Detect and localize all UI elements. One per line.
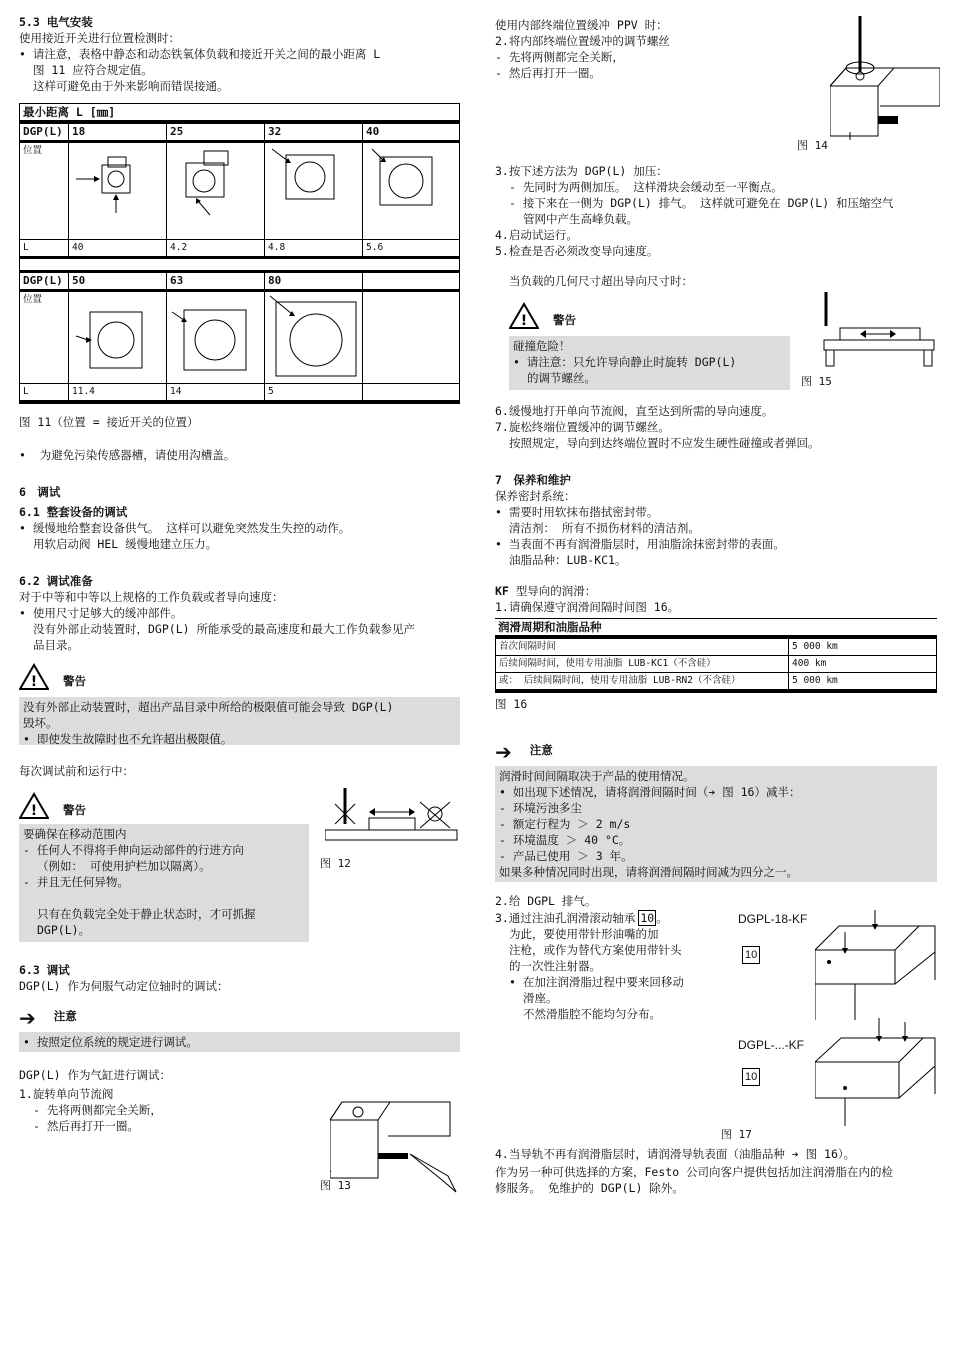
warning-1: ! 警告 没有外部止动装置时，超出产品目录中所给的极限值可能会导致 DGP(L) 毁坏。 • 即使发生故障时也不允许超出极限值。 <box>19 657 460 745</box>
profile-40-icon <box>366 143 446 233</box>
ppv-text: 使用内部终端位置缓冲 PPV 时： 2.将内部终端位置缓冲的调节螺丝 - 先将两侧都完全关断， - 然后再打开一圈。 <box>495 18 670 80</box>
svg-text:!: ! <box>30 674 38 690</box>
fig17-label-kf: DGPL-...-KF <box>738 1038 805 1052</box>
before-text: 每次调试前和运行中： <box>19 764 134 778</box>
speed-steps: 6.缓慢地打开单向节流阀，直至达到所需的导向速度。 7.旋松终端位置缓冲的调节螺丝。 按照规定，导向到达终端位置时不应发生硬性碰撞或者弹回。 <box>495 404 820 450</box>
geometry-text: 当负载的几何尺寸超出导向尺寸时： <box>509 274 693 288</box>
fig17-label-18: DGPL-18-KF <box>738 912 808 926</box>
fig15-caption: 图 15 <box>801 375 832 388</box>
fig17-caption: 图 17 <box>721 1128 752 1141</box>
min-distance-table <box>19 103 460 404</box>
fig17-guide-18-illustration <box>815 910 940 1020</box>
section-6-1-title: 6.1 整套设备的调试 <box>19 505 128 519</box>
section-6-3-title: 6.3 调试 <box>19 963 70 977</box>
fig12-caption: 图 12 <box>320 857 351 870</box>
fig15-collision-illustration <box>820 292 938 372</box>
section-6-1-body: • 缓慢地给整套设备供气。 这样可以避免突然发生失控的动作。 用软启动阀 HEL 缓慢地建立压力。 <box>19 521 351 551</box>
fig17-num-1: 10 <box>742 946 760 964</box>
step1-list: 1.旋转单向节流阀 - 先将两侧都完全关断， - 然后再打开一圈。 <box>19 1087 162 1133</box>
note-2: ➔ 注意 润滑时间间隔取决于产品的使用情况。 • 如出现下述情况，请将润滑间隔时间（➔ 图 16）减半： - 环境污浊多尘 - 额定行程为 ＞ 2 m/s - 环境温度 ＞ 40 °C。 - 产品已使用 ＞ 3 年。 如果多种情况同时出现，请将润滑间隔时间减为四分之一。 <box>495 734 937 882</box>
sensor-note: • 为避免污染传感器槽，请使用沟槽盖。 <box>19 448 236 462</box>
warning-2: ! 警告 要确保在移动范围内 - 任何人不得将手伸向运动部件的行进方向 （例如： 可使用护栏加以隔离）。 - 并且无任何异物。 只有在负载完全处于静止状态时，才可抓握 DGP(L)。 <box>19 786 309 942</box>
section-7-body: 保养密封系统： • 需要时用软抹布揩拭密封带。 清洁剂： 所有不损伤材料的清洁剂。 • 当表面不再有润滑脂层时，用油脂涂抹密封带的表面。 油脂品种：LUB-KC1。 <box>495 489 785 567</box>
section-5-3-title: 5.3 电气安装 <box>19 15 93 29</box>
fig13-caption: 图 13 <box>320 1179 351 1192</box>
profile-50-icon <box>72 292 152 380</box>
fig17-guide-kf-illustration <box>815 1018 940 1126</box>
pressurize-steps: 3.按下述方法为 DGP(L) 加压： - 先同时为两侧加压。 这样滑块会缓动至一平衡点。 - 接下来在一侧为 DGP(L) 排气。 这样就可避免在 DGP(L) 和压缩空气 管网中产生高峰负载。 4.启动试运行。 5.检查是否必须改变导向速度。 <box>495 164 894 258</box>
warning-icon <box>19 792 49 820</box>
fig14-caption: 图 14 <box>797 139 828 152</box>
fig12-slide-hazard-illustration <box>325 784 460 854</box>
fig17-num-2: 10 <box>742 1068 760 1086</box>
section-6-2-title: 6.2 调试准备 <box>19 574 93 588</box>
section-6-2-body: 对于中等和中等以上规格的工作负载或者导向速度： • 使用尺寸足够大的缓冲部件。 没有外部止动装置时，DGP(L) 所能承受的最高速度和最大工作负载参见产 品目录。 <box>19 590 415 652</box>
warning-icon <box>19 663 49 691</box>
profile-18-icon <box>72 143 152 233</box>
rail-lube-step: 4.当导轨不再有润滑脂层时，请润滑导轨表面（油脂品种 ➔ 图 16）。 作为另一种可供选择的方案，Festo 公司向客户提供包括加注润滑脂在内的检 修服务。 免维护的 DGP(L) 除外。 <box>495 1147 894 1195</box>
fig11-caption: 图 11（位置 = 接近开关的位置） <box>19 415 199 429</box>
lubrication-table: 润滑周期和油脂品种 首次间隔时间 5 000 km 后续间隔时间，使用专用油脂 LUB-KC1（不含硅） 400 km 或： 后续间隔时间，使用专用油脂 LUB-RN2（不含硅） 5 000 km <box>495 618 937 693</box>
svg-text:!: ! <box>520 313 528 329</box>
kf-lubrication: KF 型导向的润滑： 1.请确保遵守润滑间隔时间图 16。 <box>495 584 680 614</box>
section-6-title: 6 调试 <box>19 485 61 499</box>
profile-63-icon <box>170 292 250 380</box>
ref-number-box: 10 <box>640 911 655 925</box>
vent-step: 2.给 DGPL 排气。 <box>495 894 597 908</box>
cylinder-commission-text: DGP(L) 作为气缸进行调试： <box>19 1068 171 1082</box>
profile-32-icon <box>268 143 348 233</box>
warning-3: ! 警告 碰撞危险！ • 请注意：只允许导向静止时旋转 DGP(L) 的调节螺丝。 <box>509 296 790 390</box>
svg-text:!: ! <box>30 803 38 819</box>
intro-text: 使用接近开关进行位置检测时： <box>19 31 180 45</box>
bullet-min-distance: • 请注意，表格中静态和动态铁氧体负载和接近开关之间的最小距离 L 图 11 应符合规定值。 这样可避免由于外来影响而错误接通。 <box>19 47 381 93</box>
table-top: DGP(L) 18 25 32 40 位置 L 40 4.2 4.8 5.6 DGP(L) 50 63 80 位置 L 11.4 14 5 <box>19 123 460 401</box>
fig16-caption: 图 16 <box>495 697 528 711</box>
lubricate-step: 3.通过注油孔润滑滚动轴承 10 。 为此，要使用带针形油嘴的加 注枪，或作为替代方案使用带针头 的一次性注射器。 • 在加注润滑脂过程中要来回移动 滑座。 不然滑脂腔不能均匀分布。 <box>495 911 684 1021</box>
profile-25-icon <box>170 143 250 233</box>
section-6-3-text: DGP(L) 作为伺服气动定位轴时的调试： <box>19 979 229 993</box>
arrow-right-icon: ➔ <box>495 740 512 764</box>
table-title: 最小距离 L [㎜] <box>19 103 460 123</box>
section-7-title: 7 保养和维护 <box>495 473 571 487</box>
profile-80-icon <box>268 292 358 380</box>
note-1: ➔ 注意 • 按照定位系统的规定进行调试。 <box>19 998 460 1052</box>
warning-icon <box>509 302 539 330</box>
fig14-cushioning-screw-illustration <box>830 16 940 140</box>
arrow-right-icon: ➔ <box>19 1006 36 1030</box>
